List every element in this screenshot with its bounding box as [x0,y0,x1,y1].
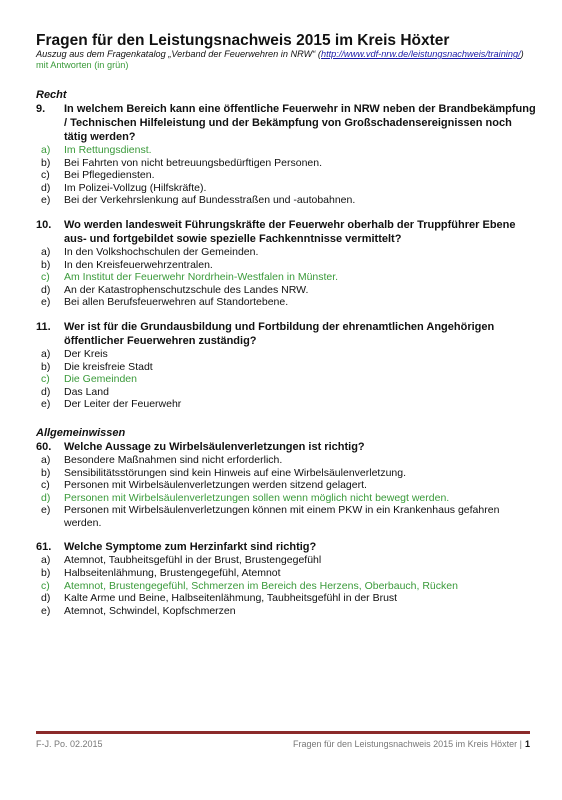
option-text: Im Polizei-Vollzug (Hilfskräfte). [64,181,207,194]
option-text: Das Land [64,385,109,398]
page-number: 1 [524,739,530,749]
question-text: Welche Aussage zu Wirbelsäulenverletzungen ist richtig? [64,440,365,453]
answer-option [36,348,536,361]
option-letter: b) [41,258,51,271]
answer-option [36,296,536,309]
option-text: In den Volkshochschulen der Gemeinden. [64,245,259,258]
option-letter: c) [41,479,50,492]
option-letter: e) [41,504,51,517]
option-text: Atemnot, Taubheitsgefühl in der Brust, Brustengegefühl [64,554,322,567]
section-heading: Allgemeinwissen [36,426,126,439]
question-number: 11. [36,320,51,333]
answers-note: mit Antworten (in grün) [36,60,129,70]
option-letter: b) [41,466,51,479]
section-heading: Recht [36,89,67,101]
question [36,440,536,454]
question-block [36,320,536,411]
document-title: Fragen für den Leistungsnachweis 2015 im Kreis Höxter [36,32,450,49]
option-text: Der Leiter der Feuerwehr [64,398,182,411]
option-text: Personen mit Wirbelsäulenverletzungen sollen wenn möglich nicht bewegt werden. [64,491,450,504]
option-text: Bei Pflegediensten. [64,169,155,182]
option-letter: c) [41,169,50,182]
option-text: Im Rettungsdienst. [64,144,152,156]
answer-options [36,144,536,207]
option-text: Halbseitenlähmung, Brustengegefühl, Atemnot [64,567,281,580]
question-block [36,540,536,617]
answer-option [36,454,536,467]
option-letter: d) [41,181,51,194]
question-number: 61. [36,541,52,554]
answer-option [36,592,536,605]
document-subtitle [36,49,536,60]
footer-author-date: F-J. Po. 02.2015 [36,739,103,749]
option-letter: b) [41,156,51,169]
subtitle-prefix: Auszug aus dem Fragenkatalog „Verband der Feuerwehren in NRW“ ( [36,49,321,59]
footer-doc-title [293,739,530,749]
option-text: Der Kreis [64,347,108,360]
answer-option [36,398,536,411]
answer-option [36,169,536,182]
option-text: Kalte Arme und Beine, Halbseitenlähmung, Taubheitsgefühl in der Brust [64,592,398,605]
question-number: 10. [36,218,52,231]
answer-option-correct [36,580,536,593]
answer-option [36,246,536,259]
answer-options [36,454,536,530]
option-text: Bei der Verkehrslenkung auf Bundesstraßen und -autobahnen. [64,194,356,207]
document-page [36,32,536,617]
answer-option [36,567,536,580]
option-text: Atemnot, Brustengegefühl, Schmerzen im Bereich des Herzens, Oberbauch, Rücken [64,579,458,592]
footer-title-text: Fragen für den Leistungsnachweis 2015 im Kreis Höxter | [293,739,522,749]
option-letter: a) [41,245,51,258]
option-letter: e) [41,296,51,309]
question-block [36,440,536,530]
option-text: Personen mit Wirbelsäulenverletzungen können mit einem PKW in ein Krankenhaus gefahren werden. [64,504,500,529]
answer-option [36,479,536,492]
option-text: An der Katastrophenschutzschule des Landes NRW. [64,283,309,296]
answer-option [36,284,536,297]
answer-option [36,467,536,480]
option-text: Die Gemeinden [64,373,137,386]
option-text: Personen mit Wirbelsäulenverletzungen werden sitzend gelagert. [64,479,367,492]
option-letter: c) [41,271,50,284]
answer-options [36,348,536,411]
option-letter: d) [41,592,51,605]
source-link[interactable]: http://www.vdf-nrw.de/leistungsnachweis/training/ [320,49,521,59]
answer-option [36,259,536,272]
question-text: Welche Symptome zum Herzinfarkt sind richtig? [64,541,317,554]
answer-option-correct [36,144,536,157]
question-content [36,89,536,617]
answer-options [36,246,536,309]
answer-options [36,554,536,617]
question-number: 60. [36,440,52,453]
option-letter: b) [41,360,51,373]
question [36,218,536,246]
option-text: Sensibilitätsstörungen sind kein Hinweis auf eine Wirbelsäulenverletzung. [64,466,407,479]
option-letter: a) [41,453,51,466]
option-text: Besondere Maßnahmen sind nicht erforderlich. [64,453,283,466]
answer-option [36,605,536,618]
option-letter: d) [41,385,51,398]
answer-option [36,554,536,567]
option-letter: b) [41,567,51,580]
option-text: Am Institut der Feuerwehr Nordrhein-Westfalen in Münster. [64,271,339,284]
option-letter: a) [41,554,51,567]
question-text: Wer ist für die Grundausbildung und Fortbildung der ehrenamtlichen Angehörigen öffentlicher Feuerwehren zuständig? [64,320,495,347]
option-letter: c) [41,579,50,592]
question [36,540,536,554]
answer-option [36,386,536,399]
answer-option-correct [36,492,536,505]
subtitle-suffix: ) [520,49,524,59]
answer-option [36,157,536,170]
answer-option [36,504,536,529]
option-letter: e) [41,604,51,617]
question-number: 9. [36,103,46,115]
option-letter: d) [41,283,51,296]
question-text: In welchem Bereich kann eine öffentliche Feuerwehr in NRW neben der Brandbekämpfung / Technischen Hilfeleistung und der Bekämpfung von Großschadensereignissen noch tätig werden? [64,103,536,143]
option-text: Bei Fahrten von nicht betreuungsbedürftigen Personen. [64,156,323,169]
option-text: Bei allen Berufsfeuerwehren auf Standortebene. [64,296,289,309]
option-text: In den Kreisfeuerwehrzentralen. [64,258,213,271]
option-text: Die kreisfreie Stadt [64,360,153,373]
option-letter: d) [41,491,51,504]
answer-option-correct [36,271,536,284]
option-text: Atemnot, Schwindel, Kopfschmerzen [64,604,236,617]
question [36,102,536,144]
answer-option [36,361,536,374]
answer-option [36,182,536,195]
option-letter: a) [41,347,51,360]
option-letter: e) [41,398,51,411]
footer-rule [36,731,530,734]
question-block [36,102,536,207]
option-letter: e) [41,194,51,207]
question-text: Wo werden landesweit Führungskräfte der Feuerwehr oberhalb der Truppführer Ebene aus- und fortgebildet sowie spezielle Fachkenntnisse vermittelt? [64,218,516,245]
answer-option [36,194,536,207]
question [36,320,536,348]
option-letter: a) [41,144,51,156]
answer-option-correct [36,373,536,386]
question-block [36,218,536,309]
option-letter: c) [41,373,50,386]
